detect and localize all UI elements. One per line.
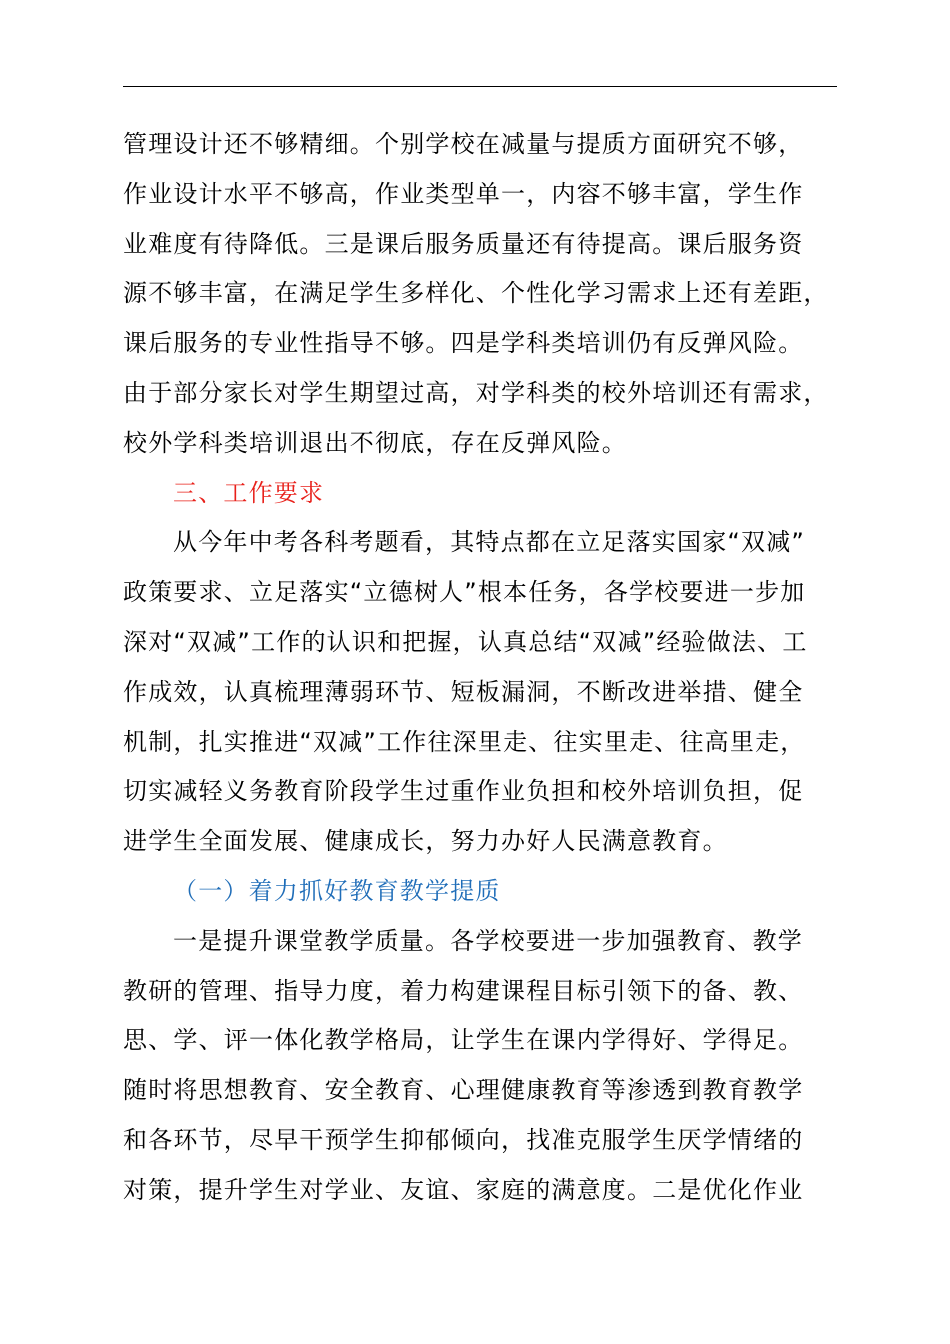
- text-line: 随时将思想教育、安全教育、心理健康教育等渗透到教育教学: [123, 1076, 804, 1105]
- text-line: 作成效，认真梳理薄弱环节、短板漏洞，不断改进举措、健全: [123, 677, 804, 706]
- text-line: 作业设计水平不够高，作业类型单一，内容不够丰富，学生作: [123, 179, 804, 208]
- text-line: 课后服务的专业性指导不够。四是学科类培训仍有反弹风险。: [123, 329, 804, 358]
- text-line: 对策，提升学生对学业、友谊、家庭的满意度。二是优化作业: [123, 1175, 804, 1204]
- text-line: 机制，扎实推进“双减”工作往深里走、往实里走、往高里走，: [123, 727, 806, 756]
- subsection-heading: （一）着力抓好教育教学提质: [173, 876, 501, 905]
- text-line: 切实减轻义务教育阶段学生过重作业负担和校外培训负担，促: [123, 777, 804, 806]
- text-line: 业难度有待降低。三是课后服务质量还有待提高。课后服务资: [123, 229, 804, 258]
- text-line: 源不够丰富，在满足学生多样化、个性化学习需求上还有差距，: [123, 279, 829, 308]
- text-line: 深对“双减”工作的认识和把握，认真总结“双减”经验做法、工: [123, 627, 808, 656]
- document-body: [123, 120, 863, 1216]
- paragraph-first-line: 从今年中考各科考题看，其特点都在立足落实国家“双减”: [173, 528, 806, 557]
- text-line: 进学生全面发展、健康成长，努力办好人民满意教育。: [123, 827, 728, 856]
- header-rule: [123, 86, 837, 87]
- text-line: 政策要求、立足落实“立德树人”根本任务，各学校要进一步加: [123, 578, 806, 607]
- section-heading: 三、工作要求: [173, 478, 325, 507]
- text-line: 由于部分家长对学生期望过高，对学科类的校外培训还有需求，: [123, 378, 829, 407]
- text-line: 管理设计还不够精细。个别学校在减量与提质方面研究不够，: [123, 130, 804, 158]
- text-line: 和各环节，尽早干预学生抑郁倾向，找准克服学生厌学情绪的: [123, 1125, 804, 1154]
- text-line: 思、学、评一体化教学格局，让学生在课内学得好、学得足。: [123, 1026, 804, 1055]
- paragraph-first-line: 一是提升课堂教学质量。各学校要进一步加强教育、教学: [173, 926, 803, 955]
- text-line: 教研的管理、指导力度，着力构建课程目标引领下的备、教、: [123, 976, 804, 1005]
- text-line: 校外学科类培训退出不彻底，存在反弹风险。: [123, 428, 627, 457]
